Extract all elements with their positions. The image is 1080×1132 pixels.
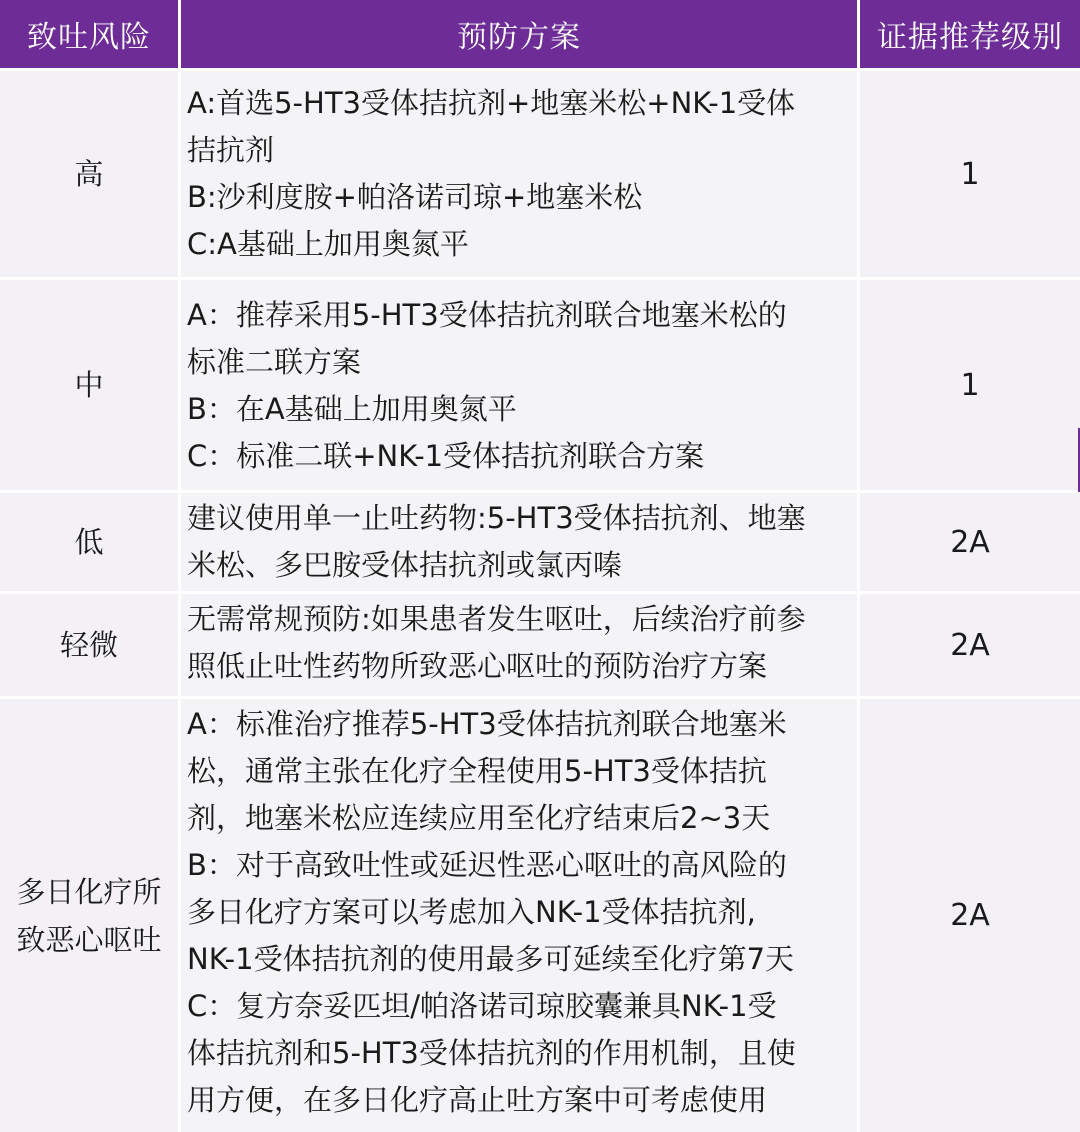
plan-cell <box>181 699 857 1132</box>
plan-line: 用方便，在多日化疗高止吐方案中可考虑使用 <box>187 1083 768 1117</box>
plan-cell <box>181 71 857 277</box>
plan-line: 建议使用单一止吐药物:5-HT3受体拮抗剂、地塞 <box>187 501 806 535</box>
header-level: 证据推荐级别 <box>860 0 1080 68</box>
risk-label: 中 <box>74 368 104 402</box>
plan-line: NK-1受体拮抗剂的使用最多可延续至化疗第7天 <box>187 942 795 976</box>
plan-line: 米松、多巴胺受体拮抗剂或氯丙嗪 <box>187 548 623 582</box>
level-value: 2A <box>950 627 990 663</box>
risk-cell <box>0 71 178 277</box>
header-plan: 预防方案 <box>181 0 857 68</box>
risk-label: 低 <box>74 525 104 559</box>
level-cell <box>860 699 1080 1132</box>
risk-label: 高 <box>74 157 104 191</box>
plan-line: 松，通常主张在化疗全程使用5-HT3受体拮抗 <box>187 754 767 788</box>
plan-line: B：对于高致吐性或延迟性恶心呕吐的高风险的 <box>187 848 787 882</box>
table-row <box>0 699 1080 1132</box>
plan-line: 剂，地塞米松应连续应用至化疗结束后2~3天 <box>187 801 771 835</box>
plan-line: B：在A基础上加用奥氮平 <box>187 392 517 426</box>
plan-line: A：推荐采用5-HT3受体拮抗剂联合地塞米松的 <box>187 298 787 332</box>
risk-cell <box>0 280 178 490</box>
risk-cell <box>0 594 178 696</box>
table-row <box>0 493 1080 591</box>
level-cell <box>860 594 1080 696</box>
level-cell <box>860 493 1080 591</box>
plan-line: A：标准治疗推荐5-HT3受体拮抗剂联合地塞米 <box>187 707 787 741</box>
level-value: 1 <box>960 367 980 403</box>
plan-line: C：复方奈妥匹坦/帕洛诺司琼胶囊兼具NK-1受 <box>187 989 777 1023</box>
plan-cell <box>181 493 857 591</box>
level-value: 2A <box>950 898 990 933</box>
plan-line: C：标准二联+NK-1受体拮抗剂联合方案 <box>187 439 705 473</box>
plan-line: 多日化疗方案可以考虑加入NK-1受体拮抗剂, <box>187 895 756 929</box>
table-row <box>0 280 1080 490</box>
plan-line: 标准二联方案 <box>187 345 362 379</box>
plan-line: 无需常规预防:如果患者发生呕吐，后续治疗前参 <box>187 602 806 636</box>
risk-label-line: 致恶心呕吐 <box>16 922 162 957</box>
table-row <box>0 594 1080 696</box>
plan-line: B:沙利度胺+帕洛诺司琼+地塞米松 <box>187 180 643 214</box>
plan-cell <box>181 280 857 490</box>
header-risk: 致吐风险 <box>0 0 178 68</box>
risk-label <box>0 699 178 1132</box>
level-value: 1 <box>960 156 980 192</box>
plan-line: C:A基础上加用奥氮平 <box>187 227 469 261</box>
plan-cell <box>181 594 857 696</box>
risk-label-line: 多日化疗所 <box>16 874 162 909</box>
level-cell <box>860 71 1080 277</box>
level-cell <box>860 280 1080 490</box>
table-row <box>0 71 1080 277</box>
risk-cell <box>0 699 178 1132</box>
level-value: 2A <box>950 524 990 560</box>
plan-line: 体拮抗剂和5-HT3受体拮抗剂的作用机制，且使 <box>187 1036 796 1070</box>
risk-cell <box>0 493 178 591</box>
plan-line: 照低止吐性药物所致恶心呕吐的预防治疗方案 <box>187 649 768 683</box>
risk-label: 轻微 <box>59 628 118 662</box>
table-header <box>0 0 1080 68</box>
plan-line: A:首选5-HT3受体拮抗剂+地塞米松+NK-1受体 <box>187 86 796 120</box>
plan-line: 拮抗剂 <box>187 133 275 167</box>
